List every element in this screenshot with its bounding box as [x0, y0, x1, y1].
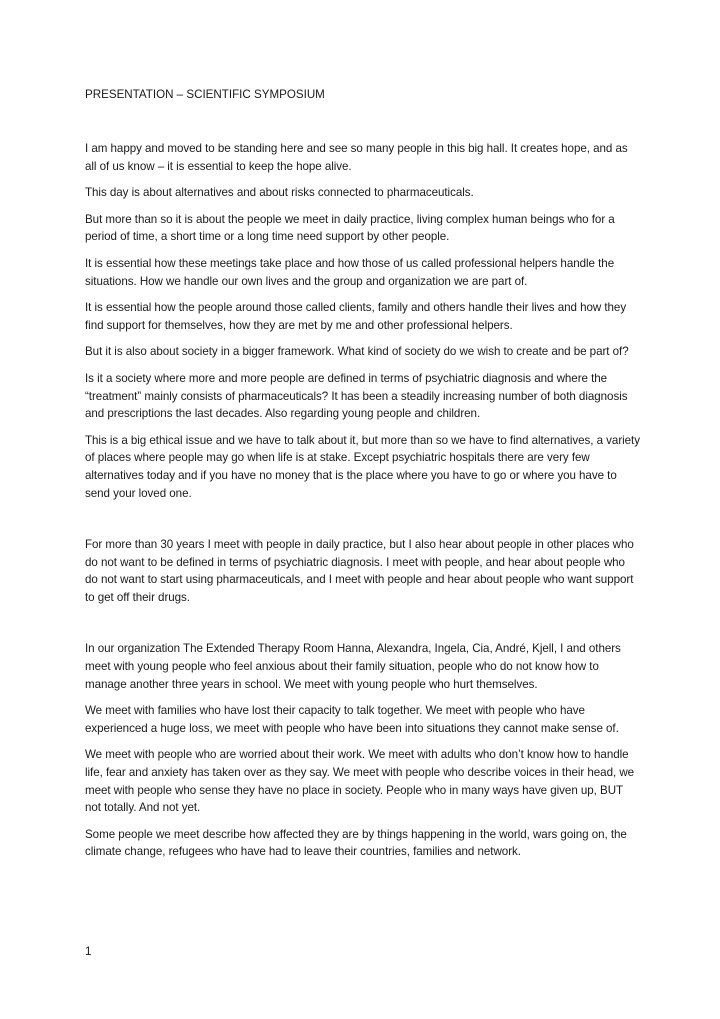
page-number: 1	[85, 945, 92, 958]
paragraph-6: But it is also about society in a bigger framework. What kind of society do we wish to create and be part of?	[85, 345, 629, 359]
paragraph-2: This day is about alternatives and about risks connected to pharmaceuticals.	[85, 186, 474, 200]
paragraph-12: We meet with people who are worried about their work. We meet with adults who don’t know how to handle life, fear and anxiety has taken over as they say. We meet with people who describe voices in their head, we meet with people who sense they have no place in society. People who in many ways have given up, BUT not totally. And not yet.	[85, 748, 635, 815]
paragraph-10: In our organization The Extended Therapy Room Hanna, Alexandra, Ingela, Cia, André, Kjell, I and others meet with young people who feel anxious about their family situation, people who do not know how to manage another three years in school. We meet with young people who hurt themselves.	[85, 642, 621, 691]
paragraph-11: We meet with families who have lost their capacity to talk together. We meet with people who have experienced a huge loss, we meet with people who have been into situations they cannot make sense of.	[85, 704, 619, 735]
document-title: PRESENTATION – SCIENTIFIC SYMPOSIUM	[85, 88, 325, 101]
document-body	[85, 140, 640, 870]
paragraph-3: But more than so it is about the people we meet in daily practice, living complex human beings who for a period of time, a short time or a long time need support by other people.	[85, 212, 615, 244]
paragraph-4: It is essential how these meetings take place and how those of us called professional helpers handle the situations. How we handle our own lives and the group and organization we are part of.	[85, 256, 615, 288]
paragraph-9: For more than 30 years I meet with people in daily practice, but I also hear about people in other places who do not want to be defined in terms of psychiatric diagnosis. I meet with people, and hear about people who do not want to start using pharmaceuticals, and I meet with people and hear about people who want support to get off their drugs.	[85, 538, 634, 604]
paragraph-1: I am happy and moved to be standing here and see so many people in this big hall. It creates hope, and as all of us know – it is essential to keep the hope alive.	[85, 142, 628, 173]
paragraph-7: Is it a society where more and more people are defined in terms of psychiatric diagnosis and where the “treatment” mainly consists of pharmaceuticals? It has been a steadily increasing number of both diagnosis and prescriptions the last decades. Also regarding young people and children.	[85, 371, 628, 421]
paragraph-13: Some people we meet describe how affected they are by things happening in the world, wars going on, the climate change, refugees who have had to leave their countries, families and network.	[85, 827, 627, 859]
paragraph-8: This is a big ethical issue and we have to talk about it, but more than so we have to find alternatives, a variety of places where people may go when life is at stake. Except psychiatric hospitals there are very few alternatives today and if you have no money that is the place where you have to go or where you have to send your loved one.	[85, 433, 640, 500]
paragraph-5: It is essential how the people around those called clients, family and others handle their lives and how they find support for themselves, how they are met by me and other professional helpers.	[85, 301, 627, 332]
